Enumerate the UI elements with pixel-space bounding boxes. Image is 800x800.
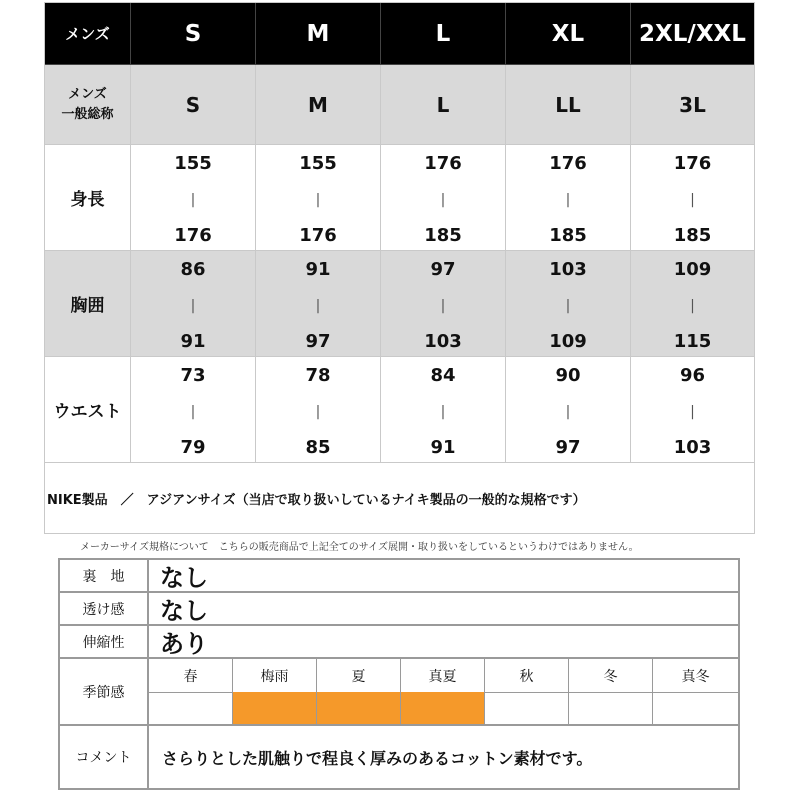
general-size-value: 3L [631,65,754,145]
range-max: 97 [555,437,581,458]
header-size-xl: XL [506,3,631,65]
chest-range-s [131,251,256,357]
range-max: 97 [305,331,331,352]
range-max: 91 [430,437,456,458]
season-summer [317,659,401,724]
season-indicator [149,692,232,724]
header-mens: メンズ [45,3,131,65]
height-row [45,145,754,251]
range-min: 73 [180,365,206,386]
season-autumn [485,659,569,724]
height-label: 身長 [45,145,131,251]
height-range-2xl [631,145,754,251]
range-max: 185 [673,225,712,246]
range-separator: | [440,403,446,420]
range-min: 155 [174,153,212,174]
range-max: 103 [673,437,712,458]
lining-label: 裏 地 [60,560,149,591]
height-range-m [256,145,381,251]
waist-range-2xl [631,357,754,463]
header-size-m: M [256,3,381,65]
waist-label: ウエスト [45,357,131,463]
general-size-value: L [381,65,506,145]
chest-range-m [256,251,381,357]
season-indicator [653,692,738,724]
range-max: 103 [424,331,462,352]
range-separator: | [690,297,695,314]
range-separator: | [440,191,446,208]
season-name: 春 [149,659,232,693]
season-name: 梅雨 [233,659,316,693]
season-indicator [401,692,484,724]
range-min: 109 [673,259,712,280]
range-separator: | [565,191,571,208]
season-name: 秋 [485,659,568,693]
general-label-line2: 一般総称 [61,106,114,122]
range-min: 176 [424,153,462,174]
range-max: 91 [180,331,206,352]
waist-range-m [256,357,381,463]
range-max: 85 [305,437,331,458]
range-separator: | [315,297,321,314]
comment-value: さらりとした肌触りで程良く厚みのあるコットン素材です。 [162,748,593,768]
range-max: 109 [549,331,587,352]
size-table [44,2,755,534]
waist-range-s [131,357,256,463]
general-label-line1: メンズ [68,86,107,102]
lining-row [60,560,738,593]
season-indicator [569,692,652,724]
header-size-l: L [381,3,506,65]
range-separator: | [190,297,196,314]
size-header-row [45,3,754,65]
season-indicator [233,692,316,724]
range-separator: | [565,403,571,420]
season-midwinter [653,659,738,724]
range-separator: | [190,191,196,208]
range-min: 91 [305,259,331,280]
comment-row [60,726,738,788]
range-min: 86 [180,259,206,280]
general-size-value: LL [506,65,631,145]
season-midsummer [401,659,485,724]
spec-table [58,558,740,790]
general-size-label [45,65,131,145]
season-row [60,659,738,726]
season-label: 季節感 [60,659,149,724]
height-range-s [131,145,256,251]
chest-label: 胸囲 [45,251,131,357]
season-name: 真夏 [401,659,484,693]
general-size-value: M [256,65,381,145]
range-min: 96 [679,365,706,386]
range-min: 78 [305,365,331,386]
chest-row [45,251,754,357]
general-size-row [45,65,754,145]
height-range-l [381,145,506,251]
range-max: 79 [180,437,206,458]
season-indicator [485,692,568,724]
stretch-label: 伸縮性 [60,626,149,657]
stretch-value: あり [160,630,208,658]
season-name: 夏 [317,659,400,693]
range-max: 176 [174,225,212,246]
range-max: 115 [673,331,712,352]
season-name: 真冬 [653,659,738,693]
height-range-xl [506,145,631,251]
range-max: 185 [549,225,587,246]
chest-range-l [381,251,506,357]
range-separator: | [440,297,446,314]
season-name: 冬 [569,659,652,693]
range-min: 97 [430,259,456,280]
range-separator: | [315,403,321,420]
waist-range-l [381,357,506,463]
range-min: 176 [673,153,712,174]
range-max: 176 [299,225,337,246]
range-max: 185 [424,225,462,246]
sheerness-label: 透け感 [60,593,149,624]
season-indicator [317,692,400,724]
maker-size-note: メーカーサイズ規格について こちらの販売商品で上記全てのサイズ展開・取り扱いをしているというわけではありません。 [80,542,639,553]
season-grid [149,659,738,724]
range-separator: | [190,403,196,420]
sheerness-value: なし [160,597,208,625]
range-min: 90 [555,365,581,386]
range-separator: | [690,403,695,420]
stretch-row [60,626,738,659]
header-size-s: S [131,3,256,65]
chest-range-2xl [631,251,754,357]
waist-range-xl [506,357,631,463]
comment-label: コメント [60,726,149,788]
range-min: 155 [299,153,337,174]
range-separator: | [565,297,571,314]
range-separator: | [690,191,695,208]
waist-row [45,357,754,463]
season-rainy [233,659,317,724]
chest-range-xl [506,251,631,357]
sheerness-row [60,593,738,626]
size-note-text: NIKE製品 ／ アジアンサイズ（当店で取り扱いしているナイキ製品の一般的な規格です） [47,493,586,508]
size-note-row [45,463,754,533]
range-min: 103 [549,259,587,280]
season-spring [149,659,233,724]
season-winter [569,659,653,724]
range-min: 84 [430,365,456,386]
header-size-2xl: 2XL/XXL [631,3,754,65]
range-separator: | [315,191,321,208]
range-min: 176 [549,153,587,174]
lining-value: なし [160,564,208,592]
general-size-value: S [131,65,256,145]
